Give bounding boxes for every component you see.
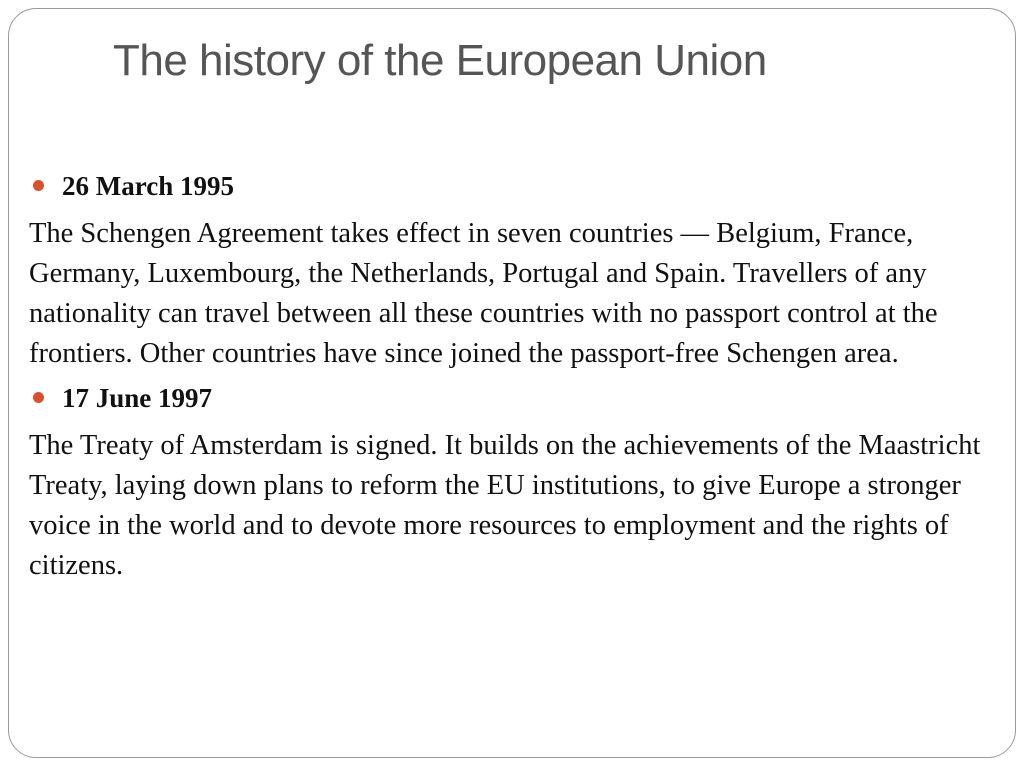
slide <box>8 8 1016 758</box>
slide-title: The history of the European Union <box>113 36 767 85</box>
slide-content <box>29 166 989 590</box>
entry-description: The Treaty of Amsterdam is signed. It builds on the achievements of the Maastricht Treaty, laying down plans to reform the EU institutions, to give Europe a stronger voice in the world and to devote more resources to employment and the rights of citizens. <box>29 430 981 581</box>
bullet-dot-icon <box>33 180 44 191</box>
entry-date: 26 March 1995 <box>62 171 234 201</box>
entry-description: The Schengen Agreement takes effect in seven countries — Belgium, France, Germany, Luxembourg, the Netherlands, Portugal and Spain. Travellers of any nationality can travel between all these countries with no passport control at the frontiers. Other countries have since joined the passport-free Schengen area. <box>29 218 938 369</box>
bullet-date-2 <box>29 378 989 418</box>
bullet-dot-icon <box>33 392 44 403</box>
bullet-date-1 <box>29 166 989 206</box>
entry-date: 17 June 1997 <box>62 383 213 413</box>
